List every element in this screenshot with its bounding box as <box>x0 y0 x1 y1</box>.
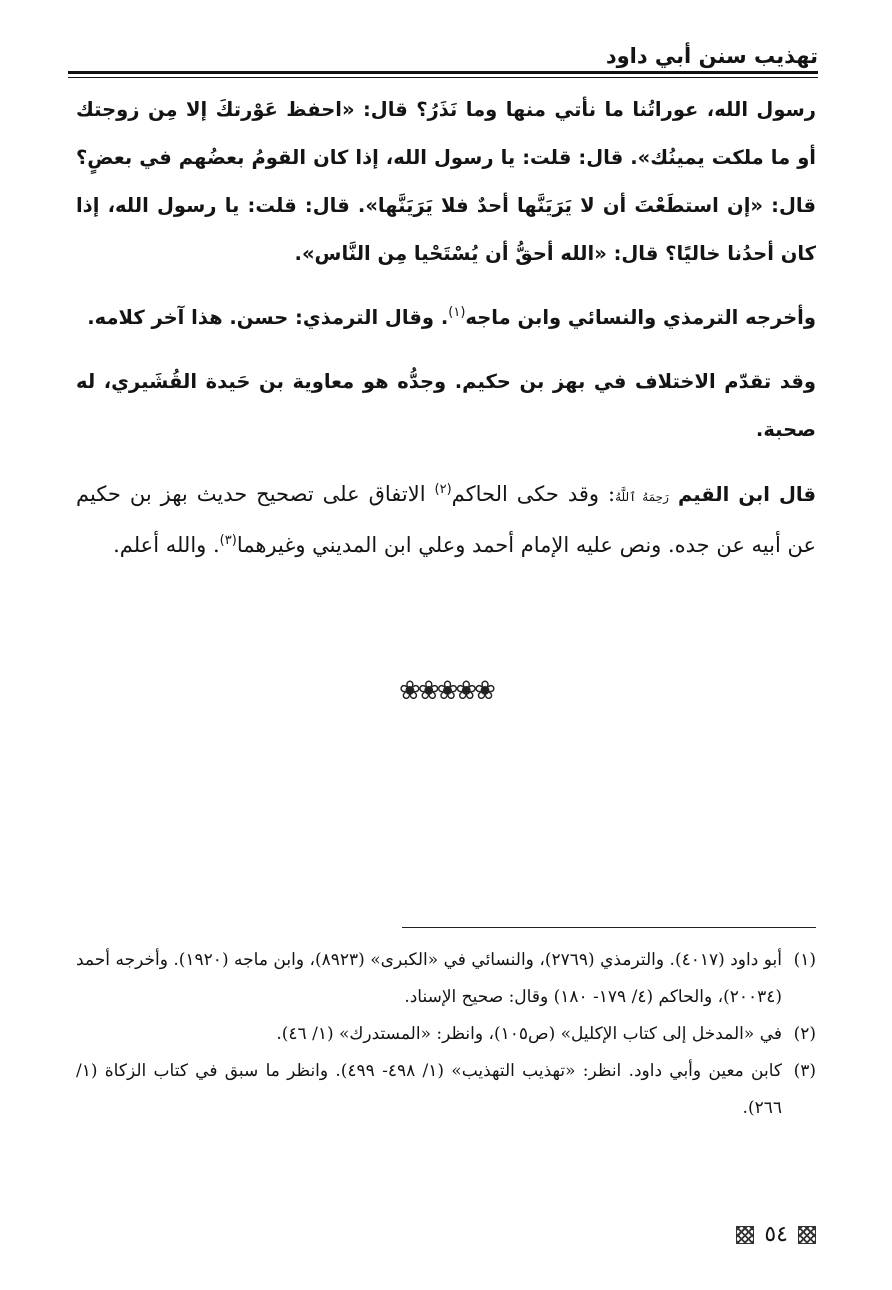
paragraph-3-text: وقد تقدّم الاختلاف في بهز بن حكيم. وجدُّه هو معاوية بن حَيدة القُشَيري، له صحبة. <box>76 370 816 441</box>
main-text <box>76 86 816 586</box>
paragraph-4 <box>76 470 816 570</box>
paragraph-1-text: رسول الله، عوراتُنا ما نأتي منها وما نَذَرُ؟ قال: «احفظ عَوْرتكَ إلا مِن زوجتك أو ما ملكت يمينُك». قال: قلت: يا رسول الله، إذا كان القومُ بعضُهم في بعضٍ؟ قال: «إن استطَعْتَ أن لا يَرَيَنَّها أحدٌ فلا يَرَيَنَّها». قال: قلت: يا رسول الله، إذا كان أحدُنا خاليًا؟ قال: «الله أحقُّ أن يُسْتَحْيا مِن النَّاس». <box>76 98 816 265</box>
paragraph-3 <box>76 358 816 454</box>
footnote-1-text: أبو داود (٤٠١٧). والترمذي (٢٧٦٩)، والنسائي في «الكبرى» (٨٩٢٣)، وابن ماجه (١٩٢٠). وأخرجه أحمد (٢٠٠٣٤)، والحاكم (٤/ ١٧٩- ١٨٠) وقال: صحيح الإسناد. <box>76 950 783 1007</box>
folio-ornament-icon <box>736 1226 754 1244</box>
running-title: تهذيب سنن أبي داود <box>605 44 818 68</box>
footnote-3-number: (٣) <box>793 1061 816 1081</box>
footnote-ref-1[interactable]: (١) <box>448 305 466 320</box>
paragraph-4-text: : وقد حكى الحاكم <box>451 482 616 506</box>
paragraph-2-text: وأخرجه الترمذي والنسائي وابن ماجه <box>465 306 816 329</box>
footnote-2 <box>76 1016 816 1053</box>
footnotes <box>76 942 816 1127</box>
paragraph-1 <box>76 86 816 278</box>
page-number: ٥٤ <box>764 1222 788 1247</box>
footnote-2-text: في «المدخل إلى كتاب الإكليل» (ص١٠٥)، وانظر: «المستدرك» (١/ ٤٦). <box>276 1024 782 1044</box>
header-rule <box>68 71 818 74</box>
footnote-3-text: كابن معين وأبي داود. انظر: «تهذيب التهذيب» (١/ ٤٩٨- ٤٩٩). وانظر ما سبق في كتاب الزكاة (١/ ٢٦٦). <box>76 1061 782 1118</box>
header-rule-thin <box>68 77 818 78</box>
section-ornament: ❀❀❀❀❀ <box>399 676 493 706</box>
footnote-1 <box>76 942 816 1016</box>
footnote-3 <box>76 1053 816 1127</box>
page-folio <box>736 1222 816 1247</box>
footnote-ref-3[interactable]: (٣) <box>219 533 237 548</box>
paragraph-4-text-end: . والله أعلم. <box>113 533 220 557</box>
paragraph-2-text-cont: . وقال الترمذي: حسن. هذا آخر كلامه. <box>87 306 449 329</box>
honorific-glyph: رَحِمَهُ ٱللَّهُ <box>615 490 669 504</box>
footnote-ref-2[interactable]: (٢) <box>434 482 452 497</box>
footnote-2-number: (٢) <box>793 1024 816 1044</box>
paragraph-4-text-cont: الاتفاق على تصحيح حديث بهز بن حكيم عن أبيه عن جده. ونص عليه الإمام أحمد وعلي ابن المديني وغيرهما <box>76 482 816 557</box>
footnote-1-number: (١) <box>793 950 816 970</box>
paragraph-2 <box>76 294 816 342</box>
folio-ornament-icon <box>798 1226 816 1244</box>
footnote-rule <box>402 927 816 928</box>
paragraph-4-lead: قال ابن القيم <box>677 483 817 506</box>
